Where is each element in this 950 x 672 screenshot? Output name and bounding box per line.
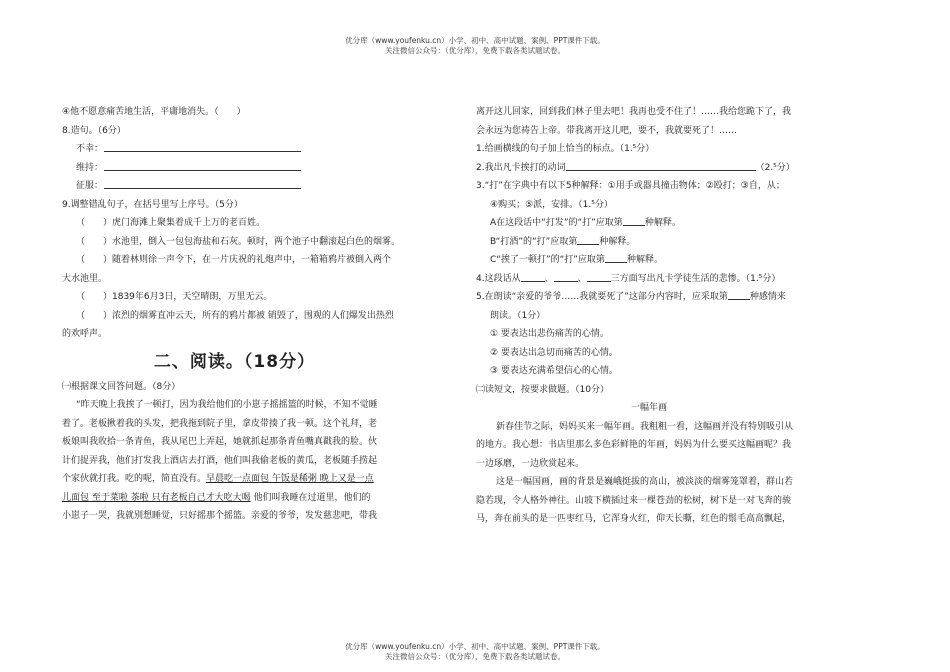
question-3: 3.“打”在字典中有以下5种解释：①用手或器具撞击物体；②殴打；③自，从； (476, 181, 785, 191)
passage-line: 板娘叫我收拾一条青鱼，我从尾巴上弄起，她就抓起那条青鱼嘴真戳我的脸。伙 (62, 437, 378, 447)
passage-line: 小崽子一哭，我就别想睡觉，只好摇那个摇篮。亲爱的爷爷，发发慈悲吧，带我 (62, 511, 378, 521)
story-line: 这是一幅国画，画的背景是巍峨挺拔的高山，被淡淡的烟雾笼罩着，群山若 (496, 477, 794, 487)
passage-line: “昨天晚上我挨了一顿打，因为我给他们的小崽子摇摇篮的时候，不知不觉睡 (76, 400, 378, 410)
story-title: 一幅年画 (630, 403, 667, 413)
passage-line: 计们捉弄我，他们打发我上酒店去打酒，他们叫我偷老板的黄瓜，老板随手捞起 (62, 455, 378, 466)
q9-title: 9.调整错乱句子，在括号里写上序号。（5分） (62, 199, 243, 210)
question-5-cont: 朗读。（1分） (490, 310, 546, 321)
answer-blank[interactable] (623, 215, 645, 226)
passage-line: 会永远为您祷告上帝。带我离开这儿吧，要不，我就要死了！…… (476, 125, 738, 136)
q9-item-4: （ ）1839年6月3日，天空晴朗，万里无云。 (76, 292, 273, 302)
page-header (0, 36, 950, 56)
q8-item-3: 征服： (62, 177, 407, 196)
header-line-1: 优分库（www.youfenku.cn）小学、初中、高中试题、案例、PPT课件下载。 (345, 36, 605, 45)
q8-item-1: 不幸： (62, 140, 407, 159)
underlined-sentence: 儿面包 至于菜啦 茶啦 只有老板自己才大吃大喝 (62, 492, 251, 503)
footer-line-2: 关注微信公众号：（优分库），免费下载各类试题试卷。 (385, 652, 565, 661)
passage-line: 着了。老板揪着我的头发，把我拖到院子里，拿皮带揍了我一顿。这个礼拜，老 (62, 418, 378, 429)
reading-part-1: ㈠根据课文回答问题。（8分） (62, 381, 181, 392)
q9-item-1: （ ）虎门海滩上聚集着成千上万的老百姓。 (76, 218, 266, 228)
answer-line[interactable] (566, 160, 756, 171)
question-3-cont: ④购买；⑤派，安排。（1.⁵分） (490, 199, 613, 210)
question-3-a: A在这段话中“打发”的“打”应取第 种解释。 (476, 214, 822, 233)
story-line: 的地方。我心想：书店里那么多色彩鲜艳的年画，妈妈为什么要买这幅画呢？我 (476, 440, 792, 450)
question-1: 1.给画横线的句子加上恰当的标点。（1.⁵分） (476, 144, 655, 154)
story-line: 马，奔在前头的是一匹枣红马，它浑身火红，仰天长嘶，红色的鬃毛高高飘起， (476, 514, 792, 524)
question-4: 4.这段话从 、 、 三方面写出凡卡学徒生活的悲惨。（1.⁵分） (476, 270, 822, 289)
question-2: 2.我出凡卡挨打的动词 （2.⁵分） (476, 159, 822, 178)
passage-line: 个家伙就打我。吃的呢，简直没有。早晨吃一点面包 午饭是稀粥 晚上又是一点 (62, 474, 374, 484)
answer-line[interactable] (104, 141, 301, 152)
question-5-option: ① 要表达出悲伤痛苦的心情。 (490, 329, 609, 339)
page-footer (0, 642, 950, 662)
question-3-c: C“挨了一顿打”的“打”应取第 种解释。 (476, 251, 822, 270)
story-line: 新春佳节之际，妈妈买来一幅年画。我粗粗一看，这幅画并没有特别吸引从 (496, 421, 794, 432)
q9-item-5-cont: 的欢呼声。 (62, 329, 108, 339)
answer-blank[interactable] (728, 289, 750, 300)
q9-item-3-cont: 大水池里。 (62, 273, 108, 284)
question-5-option: ③ 要表达充满希望信心的心情。 (490, 366, 618, 376)
left-column (62, 103, 407, 526)
question-5-option: ② 要表达出急切而痛苦的心情。 (490, 347, 618, 358)
story-line: 一边琢磨，一边欣赏起来。 (476, 458, 585, 469)
answer-line[interactable] (104, 178, 301, 189)
answer-line[interactable] (104, 160, 301, 171)
passage-line: 儿面包 至于菜啦 茶啦 只有老板自己才大吃大喝 他们叫我睡在过道里，他们的 (62, 492, 371, 503)
section-title: 二、阅读。（18分） (153, 351, 316, 372)
answer-blank[interactable] (577, 234, 599, 245)
answer-blank[interactable] (554, 271, 578, 282)
passage-line: 离开这儿回家，回到我们林子里去吧！我再也受不住了！……我给您跪下了，我 (476, 107, 792, 117)
question-3-b: B“打酒”的“打”应取第 种解释。 (476, 233, 822, 252)
question-5: 5.在朗读“亲爱的爷爷……我就要死了”这部分内容时，应采取第 种感情来 (476, 288, 822, 307)
q9-item-5: （ ）浓烈的烟雾直冲云天，所有的鸦片都被 销毁了，围观的人们爆发出热烈 (76, 310, 394, 321)
right-column (476, 103, 822, 529)
answer-blank[interactable] (587, 271, 611, 282)
q8-item-2: 维持： (62, 159, 407, 178)
footer-line-1: 优分库（www.youfenku.cn）小学、初中、高中试题、案例、PPT课件下载。 (345, 642, 605, 651)
underlined-sentence: 早晨吃一点面包 午饭是稀粥 晚上又是一点 (206, 474, 374, 484)
answer-blank[interactable] (521, 271, 545, 282)
q9-item-2: （ ）水池里，倒入一包包海盐和石灰。顿时，两个池子中翻滚起白色的烟雾。 (76, 236, 401, 247)
story-line: 隐若现，令人格外神往。山坡下横插过来一棵苍劲的松树，树下是一对飞奔的骏 (476, 495, 792, 506)
reading-part-2: ㈡读短文，按要求做题。（10分） (476, 384, 609, 395)
header-line-2: 关注微信公众号：（优分库），免费下载各类试题试卷。 (385, 46, 565, 55)
q9-item-3: （ ）随着林则徐一声令下，在一片庆祝的礼炮声中，一箱箱鸦片被倒入两个 (76, 255, 392, 265)
answer-blank[interactable] (605, 252, 627, 263)
q7-item-4: ④他不愿意痛苦地生活，平庸地消失。（ ） (62, 107, 246, 117)
q8-title: 8.造句。（6分） (62, 125, 126, 136)
